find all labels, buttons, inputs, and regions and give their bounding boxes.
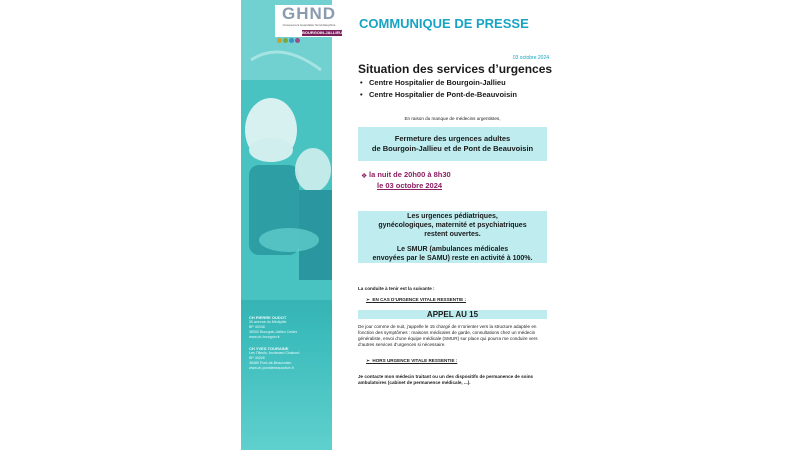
contact-line: BP 40026 bbox=[249, 356, 265, 360]
press-release-page bbox=[241, 0, 558, 450]
contact-block-oudot bbox=[249, 315, 329, 340]
sidebar-photo-panel bbox=[241, 0, 332, 450]
contact-name: CH YVES TOURAINE bbox=[249, 346, 289, 351]
arrow-right-icon: ➢ bbox=[366, 297, 373, 302]
open-line: envoyées par le SAMU) reste en activité à 100%. bbox=[372, 255, 533, 262]
conduct-lead: La conduite à tenir est la suivante : bbox=[358, 286, 435, 291]
logo-subtitle: Groupement Hospitalier Nord-Dauphiné bbox=[282, 23, 336, 27]
medical-staff-photo bbox=[241, 0, 332, 300]
page-title: COMMUNIQUE DE PRESSE bbox=[359, 16, 529, 31]
intro-text: En raison du manque de médecins urgentistes, bbox=[404, 116, 501, 121]
non-vital-instructions: Je contacte mon médecin traitant ou un des dispositifs de permanence de soins ambulatoires (cabinet de permanence médicale, ...). bbox=[358, 374, 534, 385]
vital-label bbox=[366, 297, 466, 303]
non-vital-label bbox=[366, 358, 457, 364]
open-line: restent ouvertes. bbox=[424, 231, 481, 238]
diamond-bullet-icon: ❖ bbox=[361, 173, 368, 180]
logo-text: GHND bbox=[281, 4, 337, 23]
vital-label-text: EN CAS D’URGENCE VITALE RESSENTIE : bbox=[372, 297, 466, 302]
vital-instructions: De jour comme de nuit, j’appelle le 15 chargé de m’orienter vers la structure adaptée en fonction des symptômes : maisons médicales de garde, consultations chez un médecin généraliste, envoi d’une équipe médicale (SMUR) sur place qui pourra me conduire vers d’autres services d’urgences si nécessaire. bbox=[358, 324, 538, 347]
contact-name: CH PIERRE OUDOT bbox=[249, 315, 287, 320]
closure-line: Fermeture des urgences adultes bbox=[394, 134, 511, 143]
closure-line: de Bourgoin-Jallieu et de Pont de Beauvoisin bbox=[371, 144, 534, 153]
arrow-right-icon: ➢ bbox=[366, 358, 373, 363]
contact-block-touraine bbox=[249, 346, 329, 371]
contact-line: BP 40348 bbox=[249, 325, 265, 329]
contact-line: 38302 Bourgoin-Jallieu Cedex bbox=[249, 330, 298, 334]
open-line: Le SMUR (ambulances médicales bbox=[396, 246, 509, 253]
contact-link[interactable]: www.ch-bourgoin.fr bbox=[249, 335, 280, 339]
open-services-notice bbox=[358, 211, 547, 263]
contact-line: 38480 Pont-de-Beauvoisin bbox=[249, 361, 292, 365]
closure-notice bbox=[358, 127, 547, 161]
hospital-item: • Centre Hospitalier de Bourgoin-Jallieu bbox=[369, 78, 506, 87]
appel-banner: APPEL AU 15 bbox=[358, 310, 547, 319]
night-time: la nuit de 20h00 à 8h30 bbox=[369, 170, 451, 179]
release-date: 03 octobre 2024 bbox=[512, 55, 549, 61]
open-line: gynécologiques, maternité et psychiatriques bbox=[378, 222, 527, 229]
hospital-item: • Centre Hospitalier de Pont-de-Beauvoisin bbox=[369, 90, 517, 99]
section-heading: Situation des services d’urgences bbox=[358, 62, 553, 76]
night-date: le 03 octobre 2024 bbox=[377, 181, 443, 190]
contact-line: 30 avenue du Médipôle bbox=[249, 320, 287, 324]
contact-link[interactable]: www.ch-pontdebeauvoisin.fr bbox=[249, 366, 294, 370]
logo-city: BOURGOIN-JALLIEU bbox=[302, 30, 342, 35]
open-line: Les urgences pédiatriques, bbox=[407, 213, 498, 220]
non-vital-label-text: HORS URGENCE VITALE RESSENTIE : bbox=[372, 358, 458, 363]
ghnd-logo bbox=[275, 5, 343, 37]
contact-line: Les Tilleuls, boulevard Chabord bbox=[249, 351, 300, 355]
